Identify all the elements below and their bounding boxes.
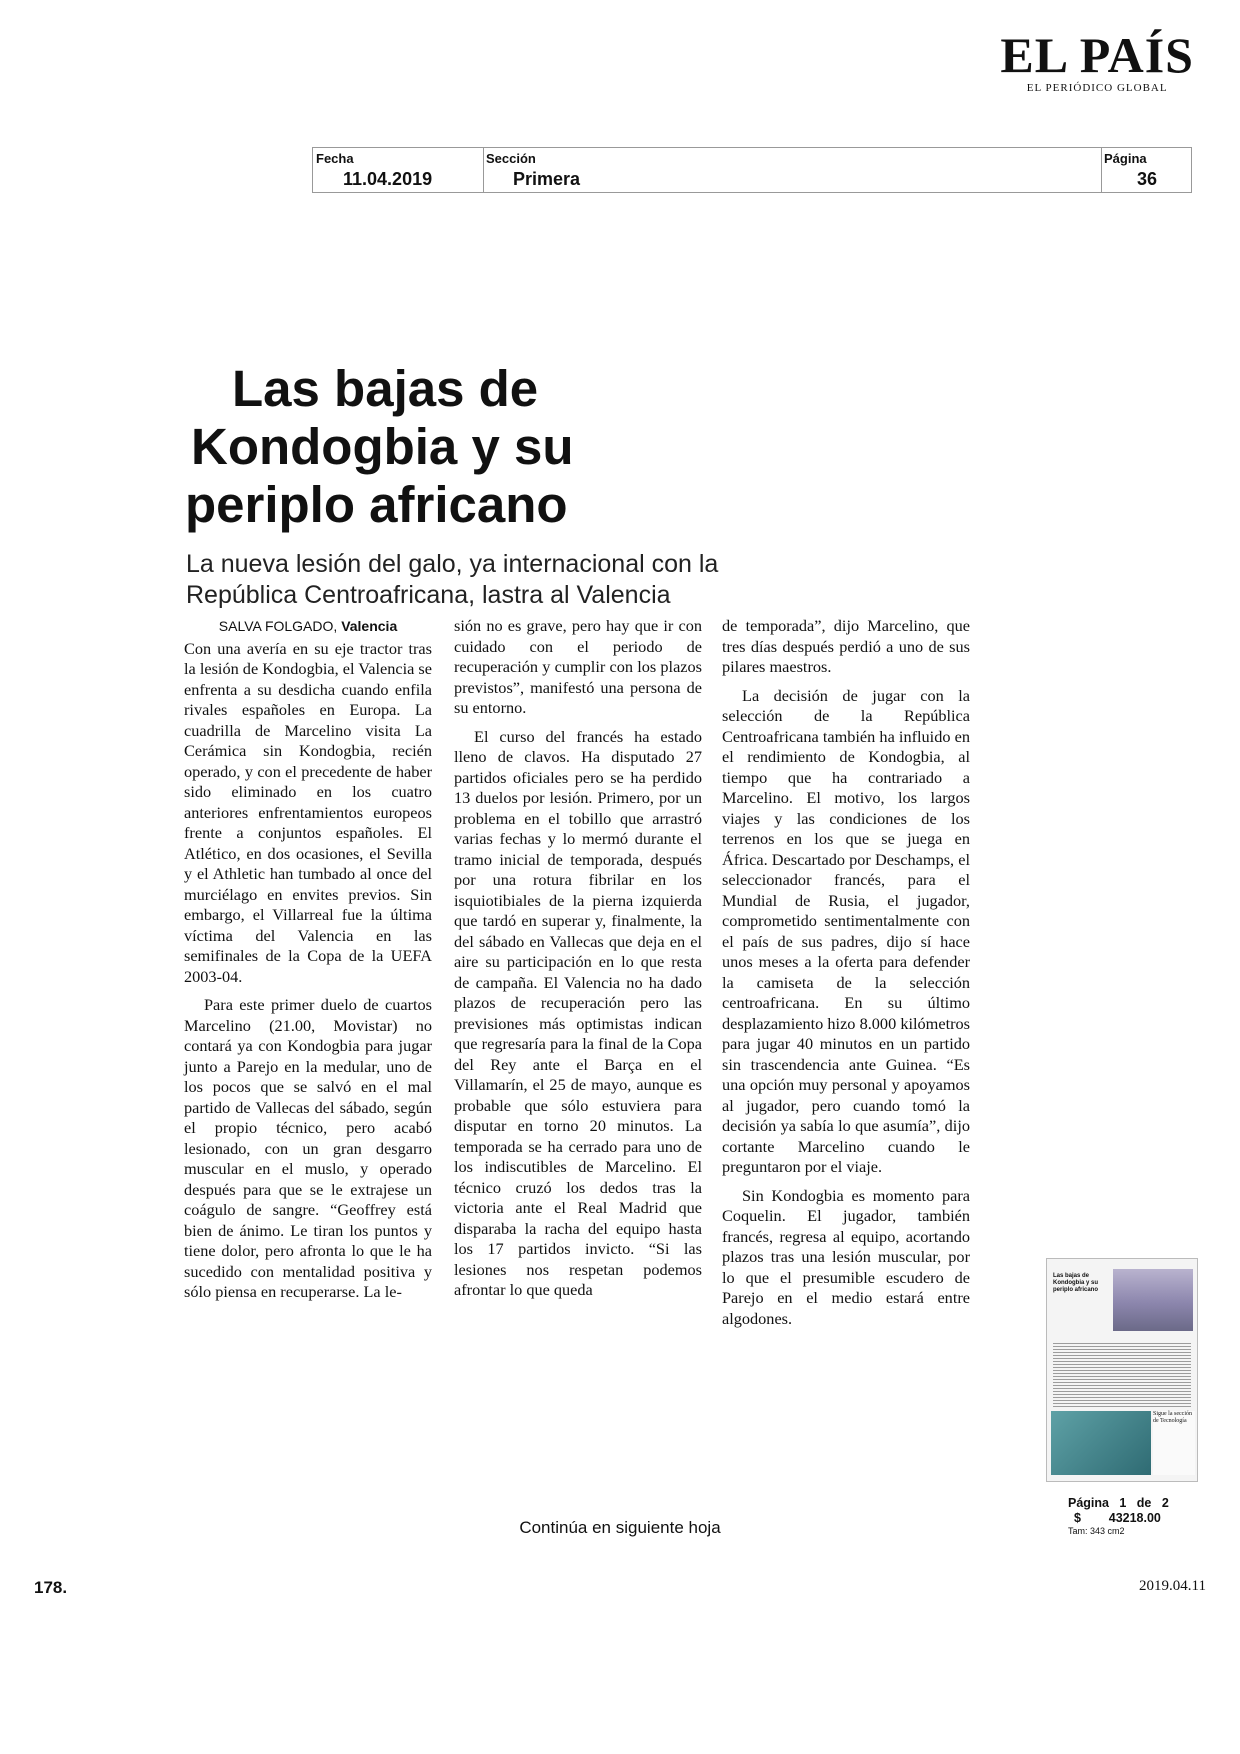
newspaper-tagline: EL PERIÓDICO GLOBAL [1026,82,1168,94]
thumbnail-ad-text: Sigue la sección de Tecnología [1153,1411,1195,1475]
byline-place: Valencia [341,618,398,634]
article-column-1 [184,616,432,1311]
page-count-current: 1 [1119,1496,1127,1510]
pagina-value: 36 [1137,169,1158,189]
footer-date: 2019.04.11 [1139,1578,1206,1594]
fecha-label: Fecha [316,151,354,166]
headline-line-2: Kondogbia y su [191,418,574,475]
page-count-total: 2 [1161,1496,1169,1510]
seccion-label: Sección [486,151,536,166]
thumbnail-text-block [1053,1343,1191,1409]
paragraph: La decisión de jugar con la selección de la República Centroafricana también ha influido en el rendimiento de Kondogbia, al tiempo que ha contrariado a Marcelino. El motivo, los largos viajes y las condiciones de los terrenos en los que se juega en África. Descartado por Deschamps, el seleccionador francés, para el Mundial de Rusia, el jugador, comprometido sentimentalmente con el país de sus padres, dijo sí hace unos meses a la oferta para defender la camiseta de la selección centroafricana. En su último desplazamiento hizo 8.000 kilómetros para jugar 40 minutos en un partido sin trascendencia ante Guinea. “Es una opción muy personal y apoyamos al jugador, pero cuando tomó la decisión ya sabía lo que asumía”, dijo cortante Marcelino cuando le preguntaron por el viaje. [722,685,970,1176]
masthead [1000,27,1194,94]
fecha-value: 11.04.2019 [343,169,433,189]
paragraph: Con una avería en su eje tractor tras la lesión de Kondogbia, el Valencia se enfrenta a su desdicha cuando enfila rivales españoles en Europa. La cuadrilla de Marcelino visita La Cerámica sin Kondogbia, recién operado, y con el precedente de haber sido eliminado en los cuatro anteriores enfrentamientos europeos frente a conjuntos españoles. El Atlético, en dos ocasiones, el Sevilla y el Athletic han tumbado al once del murciélago en envites previos. Sin embargo, el Villarreal fue la última víctima del Valencia en las semifinales de la Copa de la UEFA 2003-04. [184,638,432,986]
headline-line-1: Las bajas de [232,360,539,417]
byline-author: SALVA FOLGADO, [218,618,338,634]
size-info: Tam: 343 cm2 [1068,1526,1125,1536]
seccion-value: Primera [513,169,581,189]
article-headline [185,360,745,534]
page-thumbnail[interactable] [1046,1258,1198,1482]
thumbnail-drone-ad-image [1051,1411,1151,1475]
paragraph: sión no es grave, pero hay que ir con cuidado con el periodo de recuperación y cumplir con los plazos previstos”, manifestó una persona de su entorno. [454,616,702,717]
paragraph: Sin Kondogbia es momento para Coquelin. El jugador, también francés, regresa al equipo, acortando plazos tras una lesión muscular, por lo que el presumible escudero de Parejo en el medio estará entre algodones. [722,1185,970,1328]
page-count [1068,1496,1169,1511]
pagina-label: Página [1104,151,1147,166]
paragraph: Para este primer duelo de cuartos Marcelino (21.00, Movistar) no contará ya con Kondogbia para jugar junto a Parejo en la medular, uno de los pocos que se salvó en el mal partido de Vallecas del sábado, según el propio técnico, pero acabó lesionado, con un gran desgarro muscular en el muslo, y operado después para que se le extrajese un coágulo de sangre. “Geoffrey está bien de ánimo. Le tiran los puntos y tiene dolor, pero afronta lo que le ha sucedido con mentalidad positiva y sólo piensa en recuperarse. La le- [184,995,432,1301]
page-count-label: Página [1068,1496,1109,1510]
thumbnail-photo [1113,1269,1193,1331]
paragraph: El curso del francés ha estado lleno de clavos. Ha disputado 27 partidos oficiales pero se ha perdido 13 duelos por lesión. Primero, por un problema en el tobillo que arrastró varias fechas y lo mermó durante el tramo inicial de temporada, después por una rotura fibrilar en los isquiotibiales de la pierna izquierda que tardó en superar y, finalmente, la del sábado en Vallecas que deja en el aire su participación en lo que resta de campaña. El Valencia no ha dado plazos de recuperación pero las previsiones más optimistas indican que regresaría para la final de la Copa del Rey ante el Barça en el Villamarín, el 25 de mayo, aunque es probable que sólo estuviera para disputar en torno 20 minutos. La temporada se ha cerrado para uno de los indiscutibles de Marcelino. El técnico cruzó los dedos tras la victoria ante el Real Madrid que disparaba la racha del equipo hasta los 17 partidos invicto. “Si las lesiones nos respetan podemos afrontar lo que queda [454,726,702,1299]
clipping-meta-table [312,147,1192,193]
pagina-cell [1101,148,1191,192]
article-column-3 [722,616,970,1337]
byline [184,616,432,637]
seccion-cell [483,148,1102,192]
article-subhead: La nueva lesión del galo, ya internacional con la República Centroafricana, lastra al Valencia [186,550,719,609]
currency-symbol: $ [1074,1511,1081,1525]
clipping-number: 178. [34,1578,68,1597]
paragraph: de temporada”, dijo Marcelino, que tres días después perdió a uno de sus pilares maestros. [722,616,970,676]
article-column-2 [454,616,702,1309]
headline-line-3: periplo africano [185,476,568,533]
ad-value-amount: 43218.00 [1108,1511,1161,1525]
page-count-de: de [1136,1496,1152,1510]
thumbnail-headline: Las bajas de Kondogbia y su periplo africano [1053,1273,1099,1293]
fecha-cell [313,148,484,192]
continues-note: Continúa en siguiente hoja [519,1518,721,1537]
newspaper-logo: EL PAÍS [1000,27,1194,83]
